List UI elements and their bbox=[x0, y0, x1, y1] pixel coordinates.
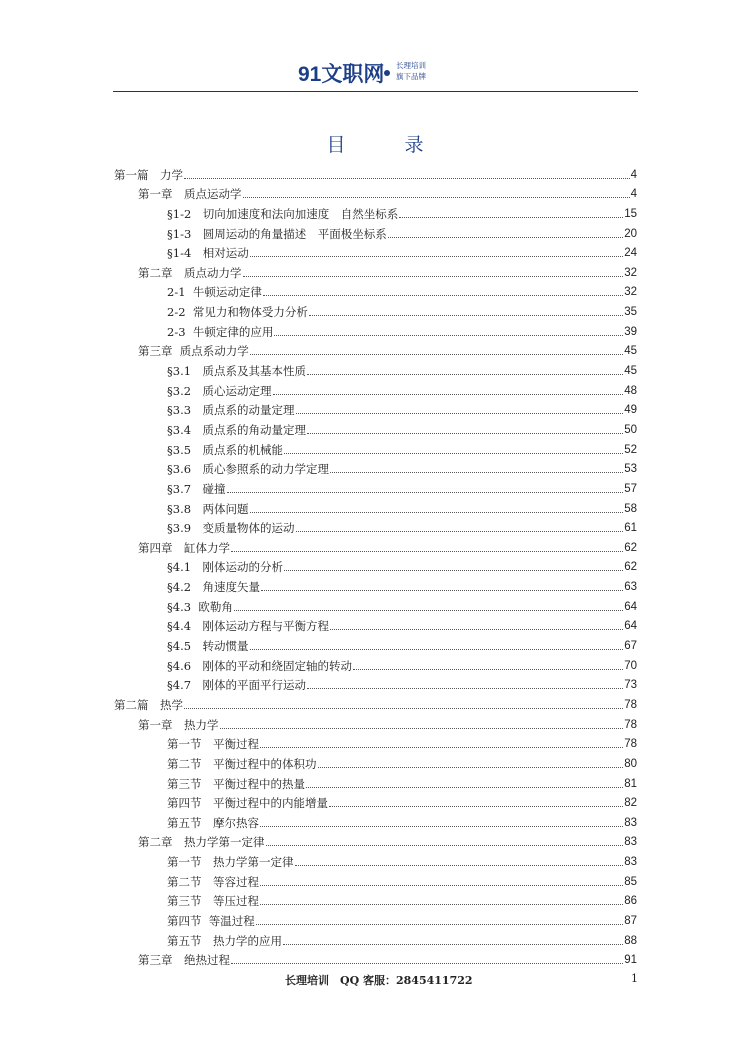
toc-dot-leader bbox=[250, 354, 623, 355]
toc-entry-label: 2-2 常见力和物体受力分析 bbox=[167, 305, 308, 320]
toc-entry[interactable] bbox=[114, 516, 637, 536]
toc-dot-leader bbox=[273, 394, 624, 395]
toc-entry-page: 20 bbox=[624, 227, 637, 240]
toc-entry-label: 第一节 热力学第一定律 bbox=[167, 855, 294, 870]
toc-entry-label: 第三章 绝热过程 bbox=[138, 953, 230, 968]
toc-dot-leader bbox=[256, 924, 623, 925]
toc-dot-leader bbox=[266, 845, 624, 846]
toc-entry-label: 第一篇 力学 bbox=[114, 167, 183, 182]
toc-dot-leader bbox=[309, 315, 623, 316]
toc-entry[interactable] bbox=[114, 673, 637, 693]
toc-entry-page: 49 bbox=[624, 404, 637, 417]
toc-entry-page: 57 bbox=[624, 482, 637, 495]
toc-entry-page: 78 bbox=[624, 698, 637, 711]
toc-entry-page: 4 bbox=[630, 188, 637, 201]
toc-entry[interactable] bbox=[114, 889, 637, 909]
toc-entry-page: 24 bbox=[624, 247, 637, 260]
toc-entry-page: 88 bbox=[624, 934, 637, 947]
toc-entry[interactable] bbox=[114, 732, 637, 752]
toc-entry[interactable] bbox=[114, 614, 637, 634]
toc-entry-page: 15 bbox=[624, 207, 637, 220]
toc-entry-page: 45 bbox=[624, 345, 637, 358]
toc-dot-leader bbox=[260, 885, 623, 886]
toc-entry[interactable] bbox=[114, 810, 637, 830]
toc-dot-leader bbox=[330, 629, 623, 630]
toc-entry[interactable] bbox=[114, 948, 637, 968]
toc-entry-label: 第二章 热力学第一定律 bbox=[138, 835, 265, 850]
toc-entry[interactable] bbox=[114, 830, 637, 850]
toc-entry-label: §1-4 相对运动 bbox=[167, 246, 249, 261]
toc-entry-label: §1-3 圆周运动的角量描述 平面极坐标系 bbox=[167, 226, 387, 241]
brand-tagline-2: 旗下品牌 bbox=[396, 72, 426, 81]
toc-dot-leader bbox=[260, 826, 623, 827]
header-divider bbox=[113, 91, 638, 92]
toc-entry-label: §4.6 刚体的平动和绕固定轴的转动 bbox=[167, 658, 353, 673]
toc-entry[interactable] bbox=[114, 653, 637, 673]
toc-entry[interactable] bbox=[114, 535, 637, 555]
table-of-contents bbox=[114, 162, 637, 967]
toc-entry-page: 45 bbox=[624, 365, 637, 378]
toc-entry[interactable] bbox=[114, 358, 637, 378]
toc-dot-leader bbox=[307, 374, 623, 375]
toc-dot-leader bbox=[243, 276, 624, 277]
toc-entry[interactable] bbox=[114, 457, 637, 477]
toc-dot-leader bbox=[227, 492, 624, 493]
toc-entry-page: 64 bbox=[624, 600, 637, 613]
toc-dot-leader bbox=[283, 944, 623, 945]
page-title: 目 录 bbox=[326, 134, 444, 156]
toc-dot-leader bbox=[318, 767, 624, 768]
toc-entry-label: 第四节 平衡过程中的内能增量 bbox=[167, 796, 328, 811]
toc-dot-leader bbox=[231, 963, 623, 964]
toc-entry-label: 第一章 热力学 bbox=[138, 717, 219, 732]
toc-dot-leader bbox=[353, 669, 623, 670]
toc-entry-label: §4.4 刚体运动方程与平衡方程 bbox=[167, 619, 330, 634]
toc-dot-leader bbox=[295, 865, 624, 866]
toc-entry-label: 第三章 质点系动力学 bbox=[138, 344, 249, 359]
toc-entry[interactable] bbox=[114, 928, 637, 948]
toc-entry[interactable] bbox=[114, 712, 637, 732]
toc-entry-page: 32 bbox=[624, 286, 637, 299]
toc-entry-page: 53 bbox=[624, 463, 637, 476]
toc-entry-label: 第二节 平衡过程中的体积功 bbox=[167, 756, 317, 771]
logo-dot-icon bbox=[384, 70, 390, 76]
toc-entry-page: 67 bbox=[624, 640, 637, 653]
toc-entry-page: 91 bbox=[624, 954, 637, 967]
toc-entry[interactable] bbox=[114, 280, 637, 300]
toc-entry-label: §4.1 刚体运动的分析 bbox=[167, 560, 284, 575]
toc-entry[interactable] bbox=[114, 260, 637, 280]
toc-entry[interactable] bbox=[114, 319, 637, 339]
toc-entry-page: 62 bbox=[624, 561, 637, 574]
toc-entry-label: 第一章 质点运动学 bbox=[138, 187, 242, 202]
toc-entry-label: 第一节 平衡过程 bbox=[167, 737, 259, 752]
toc-dot-leader bbox=[296, 531, 624, 532]
toc-entry-page: 62 bbox=[624, 541, 637, 554]
toc-entry[interactable] bbox=[114, 476, 637, 496]
toc-entry-label: 第四章 缸体力学 bbox=[138, 540, 230, 555]
toc-entry[interactable] bbox=[114, 908, 637, 928]
toc-dot-leader bbox=[274, 335, 623, 336]
toc-dot-leader bbox=[306, 787, 623, 788]
toc-entry-page: 35 bbox=[624, 306, 637, 319]
toc-entry-label: §1-2 切向加速度和法向加速度 自然坐标系 bbox=[167, 206, 399, 221]
toc-entry-page: 73 bbox=[624, 679, 637, 692]
toc-entry[interactable] bbox=[114, 633, 637, 653]
toc-entry-label: 第四节 等温过程 bbox=[167, 913, 255, 928]
toc-entry[interactable] bbox=[114, 869, 637, 889]
toc-entry-label: 第三节 平衡过程中的热量 bbox=[167, 776, 305, 791]
toc-dot-leader bbox=[330, 472, 623, 473]
toc-entry-page: 83 bbox=[624, 836, 637, 849]
toc-entry[interactable] bbox=[114, 692, 637, 712]
toc-entry-label: 2-3 牛顿定律的应用 bbox=[167, 324, 274, 339]
toc-entry-page: 78 bbox=[624, 738, 637, 751]
toc-entry-label: §3.4 质点系的角动量定理 bbox=[167, 422, 307, 437]
toc-dot-leader bbox=[284, 453, 623, 454]
toc-dot-leader bbox=[243, 197, 630, 198]
toc-entry-label: §4.3 欧勒角 bbox=[167, 599, 233, 614]
toc-dot-leader bbox=[250, 512, 624, 513]
toc-entry-label: §3.5 质点系的机械能 bbox=[167, 442, 284, 457]
toc-entry[interactable] bbox=[114, 162, 637, 182]
brand-logo: 91文职网 bbox=[298, 63, 385, 86]
toc-dot-leader bbox=[399, 217, 623, 218]
toc-entry-page: 86 bbox=[624, 895, 637, 908]
toc-entry-label: §3.7 碰撞 bbox=[167, 481, 226, 496]
toc-dot-leader bbox=[261, 590, 623, 591]
toc-entry[interactable] bbox=[114, 201, 637, 221]
toc-entry[interactable] bbox=[114, 594, 637, 614]
toc-dot-leader bbox=[250, 256, 623, 257]
toc-entry-label: §3.8 两体问题 bbox=[167, 501, 249, 516]
toc-entry-page: 82 bbox=[624, 797, 637, 810]
toc-entry-label: §4.7 刚体的平面平行运动 bbox=[167, 678, 307, 693]
footer-text: 长理培训 QQ 客服：2845411722 bbox=[285, 974, 473, 987]
toc-entry-label: §4.5 转动惯量 bbox=[167, 639, 249, 654]
toc-entry-label: 2-1 牛顿运动定律 bbox=[167, 285, 262, 300]
toc-dot-leader bbox=[184, 178, 630, 179]
toc-dot-leader bbox=[307, 688, 623, 689]
toc-entry-label: 第二篇 热学 bbox=[114, 697, 183, 712]
toc-dot-leader bbox=[388, 237, 623, 238]
toc-entry[interactable] bbox=[114, 496, 637, 516]
toc-dot-leader bbox=[234, 610, 623, 611]
toc-entry-label: §3.3 质点系的动量定理 bbox=[167, 403, 295, 418]
toc-entry-label: §3.6 质心参照系的动力学定理 bbox=[167, 462, 330, 477]
toc-entry-label: 第五节 热力学的应用 bbox=[167, 933, 282, 948]
toc-entry[interactable] bbox=[114, 751, 637, 771]
brand-tagline-1: 长理培训 bbox=[396, 61, 426, 70]
toc-entry-label: 第五节 摩尔热容 bbox=[167, 815, 259, 830]
toc-entry-page: 83 bbox=[624, 856, 637, 869]
toc-dot-leader bbox=[260, 747, 623, 748]
toc-entry[interactable] bbox=[114, 437, 637, 457]
toc-entry-page: 87 bbox=[624, 914, 637, 927]
toc-dot-leader bbox=[250, 649, 624, 650]
toc-entry[interactable] bbox=[114, 221, 637, 241]
toc-entry[interactable] bbox=[114, 241, 637, 261]
toc-entry-page: 32 bbox=[624, 266, 637, 279]
toc-entry-page: 63 bbox=[624, 581, 637, 594]
toc-entry-label: §3.2 质心运动定理 bbox=[167, 383, 272, 398]
toc-entry-page: 58 bbox=[624, 502, 637, 515]
toc-entry-page: 80 bbox=[624, 757, 637, 770]
toc-dot-leader bbox=[284, 570, 623, 571]
toc-entry-page: 52 bbox=[624, 443, 637, 456]
toc-entry-page: 78 bbox=[624, 718, 637, 731]
toc-dot-leader bbox=[307, 433, 623, 434]
toc-entry-label: §3.9 变质量物体的运动 bbox=[167, 521, 295, 536]
toc-entry[interactable] bbox=[114, 771, 637, 791]
toc-entry-page: 81 bbox=[624, 777, 637, 790]
toc-entry-page: 4 bbox=[630, 168, 637, 181]
toc-entry[interactable] bbox=[114, 791, 637, 811]
toc-entry-label: §4.2 角速度矢量 bbox=[167, 580, 261, 595]
page-footer bbox=[0, 972, 750, 986]
toc-entry[interactable] bbox=[114, 378, 637, 398]
toc-dot-leader bbox=[260, 904, 623, 905]
toc-dot-leader bbox=[329, 806, 623, 807]
toc-dot-leader bbox=[220, 728, 624, 729]
toc-entry-label: 第二节 等容过程 bbox=[167, 874, 259, 889]
toc-dot-leader bbox=[296, 413, 624, 414]
toc-entry[interactable] bbox=[114, 574, 637, 594]
toc-entry[interactable] bbox=[114, 849, 637, 869]
toc-dot-leader bbox=[263, 295, 623, 296]
toc-entry-page: 39 bbox=[624, 325, 637, 338]
toc-dot-leader bbox=[231, 551, 623, 552]
toc-entry-label: 第二章 质点动力学 bbox=[138, 265, 242, 280]
toc-entry-page: 48 bbox=[624, 384, 637, 397]
toc-entry[interactable] bbox=[114, 417, 637, 437]
toc-entry-label: 第三节 等压过程 bbox=[167, 894, 259, 909]
toc-entry-page: 61 bbox=[624, 522, 637, 535]
toc-entry-page: 70 bbox=[624, 659, 637, 672]
toc-dot-leader bbox=[184, 708, 623, 709]
toc-entry-label: §3.1 质点系及其基本性质 bbox=[167, 364, 307, 379]
toc-entry-page: 64 bbox=[624, 620, 637, 633]
toc-entry[interactable] bbox=[114, 182, 637, 202]
toc-entry[interactable] bbox=[114, 398, 637, 418]
toc-entry-page: 85 bbox=[624, 875, 637, 888]
page-number: 1 bbox=[631, 972, 638, 985]
page-header bbox=[0, 56, 750, 90]
toc-entry-page: 83 bbox=[624, 816, 637, 829]
toc-entry[interactable] bbox=[114, 339, 637, 359]
toc-entry[interactable] bbox=[114, 299, 637, 319]
toc-entry-page: 50 bbox=[624, 423, 637, 436]
toc-entry[interactable] bbox=[114, 555, 637, 575]
